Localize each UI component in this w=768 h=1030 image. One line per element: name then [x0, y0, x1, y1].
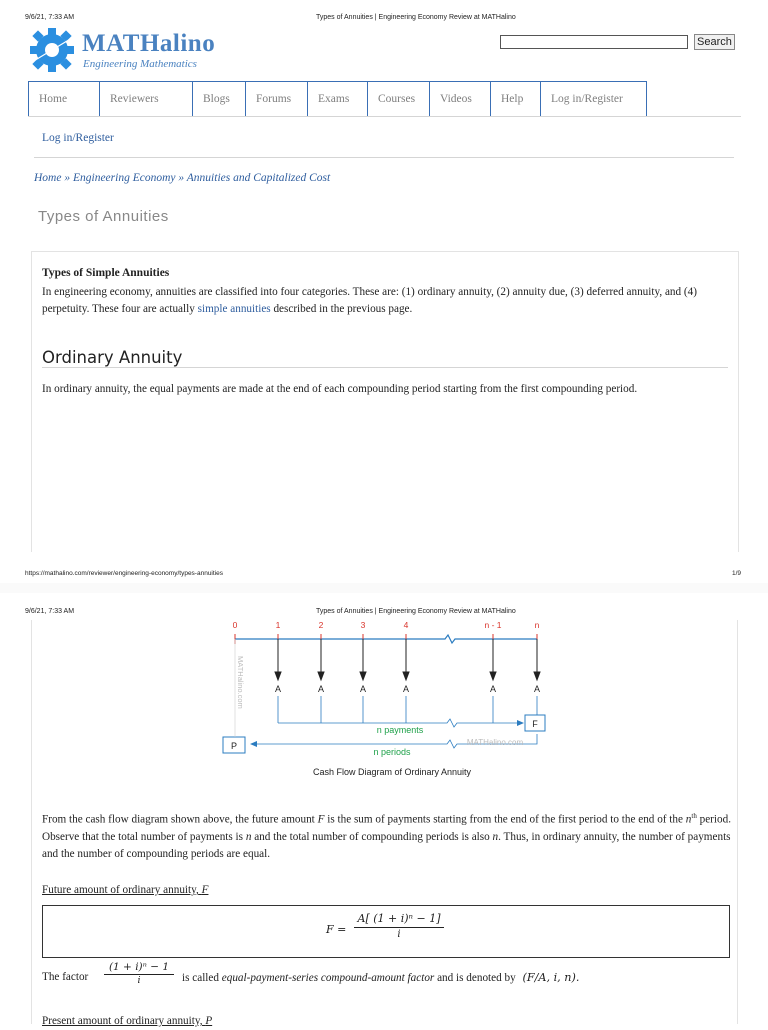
cash-flow-paragraph [42, 808, 732, 863]
para-text: From the cash flow diagram shown above, the future amount [42, 813, 315, 826]
factor-name: equal-payment-series compound-amount factor [221, 972, 435, 984]
page-break [0, 583, 768, 593]
print-datetime: 9/6/21, 7:33 AM [25, 14, 75, 21]
period-label-2: 2 [318, 620, 324, 630]
ordinary-annuity-heading: Ordinary Annuity [42, 348, 183, 367]
login-register-link[interactable]: Log in/Register [42, 132, 114, 144]
page-title: Types of Annuities [38, 208, 169, 225]
print-title: Types of Annuities | Engineering Economy Review at MATHalino [316, 14, 516, 21]
nav-videos[interactable]: Videos [430, 82, 491, 116]
section1-paragraph [42, 284, 722, 318]
para-text: is the sum of payments starting from the end of the first period to the end of the [327, 813, 683, 826]
breadcrumb-separator: » [64, 172, 71, 184]
print-datetime-page2: 9/6/21, 7:33 AM [25, 608, 75, 615]
section-title-simple-annuities: Types of Simple Annuities [42, 267, 170, 279]
diagram-caption: Cash Flow Diagram of Ordinary Annuity [312, 767, 472, 777]
simple-annuities-link[interactable]: simple annuities [197, 303, 271, 315]
factor-fraction [104, 961, 174, 986]
payment-label-a: A [317, 684, 325, 694]
para-text: period. Observe that the total number of payments is [42, 813, 732, 843]
future-heading-var: F [201, 884, 209, 896]
nav-help[interactable]: Help [491, 82, 541, 116]
main-nav [28, 81, 647, 117]
period-label-n: n [534, 620, 540, 630]
para-text: and the total number of compounding periods is also [254, 830, 490, 843]
factor-intro: The factor [42, 971, 89, 983]
payment-label-a: A [533, 684, 541, 694]
nav-reviewers[interactable]: Reviewers [100, 82, 193, 116]
n-payments-label: n payments [376, 725, 424, 735]
present-heading-text: Present amount of ordinary annuity, [42, 1015, 203, 1027]
search-input[interactable] [500, 35, 688, 49]
section1-text-a: In engineering economy, annuities are classified into four categories. These are: (1) ordinary annuity, (2) annuity due, (3) deferred annuity, and (4) perpetuity. These four are actually [42, 286, 697, 315]
content-box-right-edge [737, 620, 738, 1024]
payment-label-a: A [274, 684, 282, 694]
period-label-0: 0 [232, 620, 238, 630]
print-url: https://mathalino.com/reviewer/engineering-economy/types-annuities [25, 570, 223, 577]
future-heading-text: Future amount of ordinary annuity, [42, 884, 199, 896]
para-var-n: n [492, 830, 499, 843]
content-box-left-edge [31, 620, 32, 1024]
ordinary-paragraph: In ordinary annuity, the equal payments are made at the end of each compounding period starting from the first compounding period. [42, 383, 638, 395]
diagram-watermark-horizontal: MATHalino.com [466, 738, 524, 747]
nav-forums[interactable]: Forums [246, 82, 308, 116]
nav-blogs[interactable]: Blogs [193, 82, 246, 116]
breadcrumb-home[interactable]: Home [34, 172, 62, 184]
para-text: . Thus, in ordinary annuity, the number of payments and the number of compounding periods are equal. [42, 830, 731, 860]
para-var-n: n [245, 830, 252, 843]
breadcrumb-annuities[interactable]: Annuities and Capitalized Cost [186, 172, 331, 184]
formula-numerator: A[ (1 + i)ⁿ − 1] [354, 912, 444, 928]
payment-arrows [275, 639, 540, 680]
para-superscript: th [691, 812, 697, 820]
nav-divider [28, 116, 741, 117]
diagram-watermark-vertical: MATHalino.com [236, 656, 245, 709]
nav-home[interactable]: Home [29, 82, 100, 116]
present-amount-heading [42, 1013, 212, 1030]
formula-fraction [354, 912, 444, 940]
nav-login-register[interactable]: Log in/Register [551, 93, 623, 105]
formula-denominator: i [397, 929, 401, 940]
factor-numerator: (1 + i)ⁿ − 1 [104, 961, 174, 975]
factor-text: and is denoted by [437, 972, 516, 984]
present-value-label: P [230, 741, 238, 751]
factor-text: is called [182, 972, 219, 984]
print-title-page2: Types of Annuities | Engineering Economy Review at MATHalino [316, 608, 516, 615]
gear-logo-icon[interactable] [27, 26, 77, 74]
search-button[interactable]: Search [694, 34, 735, 50]
nav-exams[interactable]: Exams [308, 82, 368, 116]
factor-denominator: i [137, 975, 141, 986]
payment-label-a: A [402, 684, 410, 694]
payment-label-a: A [489, 684, 497, 694]
n-payments-bracket [278, 696, 523, 727]
heading-underline [42, 367, 728, 368]
period-label-n-1: n - 1 [484, 620, 502, 630]
payment-label-a: A [359, 684, 367, 694]
site-tagline: Engineering Mathematics [83, 58, 197, 70]
breadcrumb [34, 172, 330, 184]
n-periods-arrowhead [250, 741, 257, 747]
n-payments-arrowhead [517, 720, 524, 726]
breadcrumb-separator: » [178, 172, 185, 184]
period-label-4: 4 [403, 620, 409, 630]
period-label-1: 1 [275, 620, 281, 630]
n-periods-label: n periods [373, 747, 411, 757]
nav-courses[interactable]: Courses [368, 82, 430, 116]
future-value-label: F [532, 719, 538, 729]
factor-notation: (F/A, i, n). [522, 971, 580, 984]
print-page-number: 1/9 [732, 570, 742, 577]
factor-description [182, 969, 579, 987]
para-var-f: F [317, 813, 325, 826]
cash-flow-diagram [215, 616, 555, 784]
section1-text-b: described in the previous page. [273, 303, 413, 315]
present-heading-var: P [205, 1015, 213, 1027]
para-var-n: n [685, 813, 692, 826]
breadcrumb-engineering-economy[interactable]: Engineering Economy [72, 172, 176, 184]
site-name[interactable]: MATHalino [82, 30, 216, 57]
header-divider [34, 157, 734, 158]
future-amount-heading [42, 882, 208, 899]
period-label-3: 3 [360, 620, 366, 630]
formula-lhs: F = [326, 923, 347, 936]
time-axis [235, 635, 537, 643]
